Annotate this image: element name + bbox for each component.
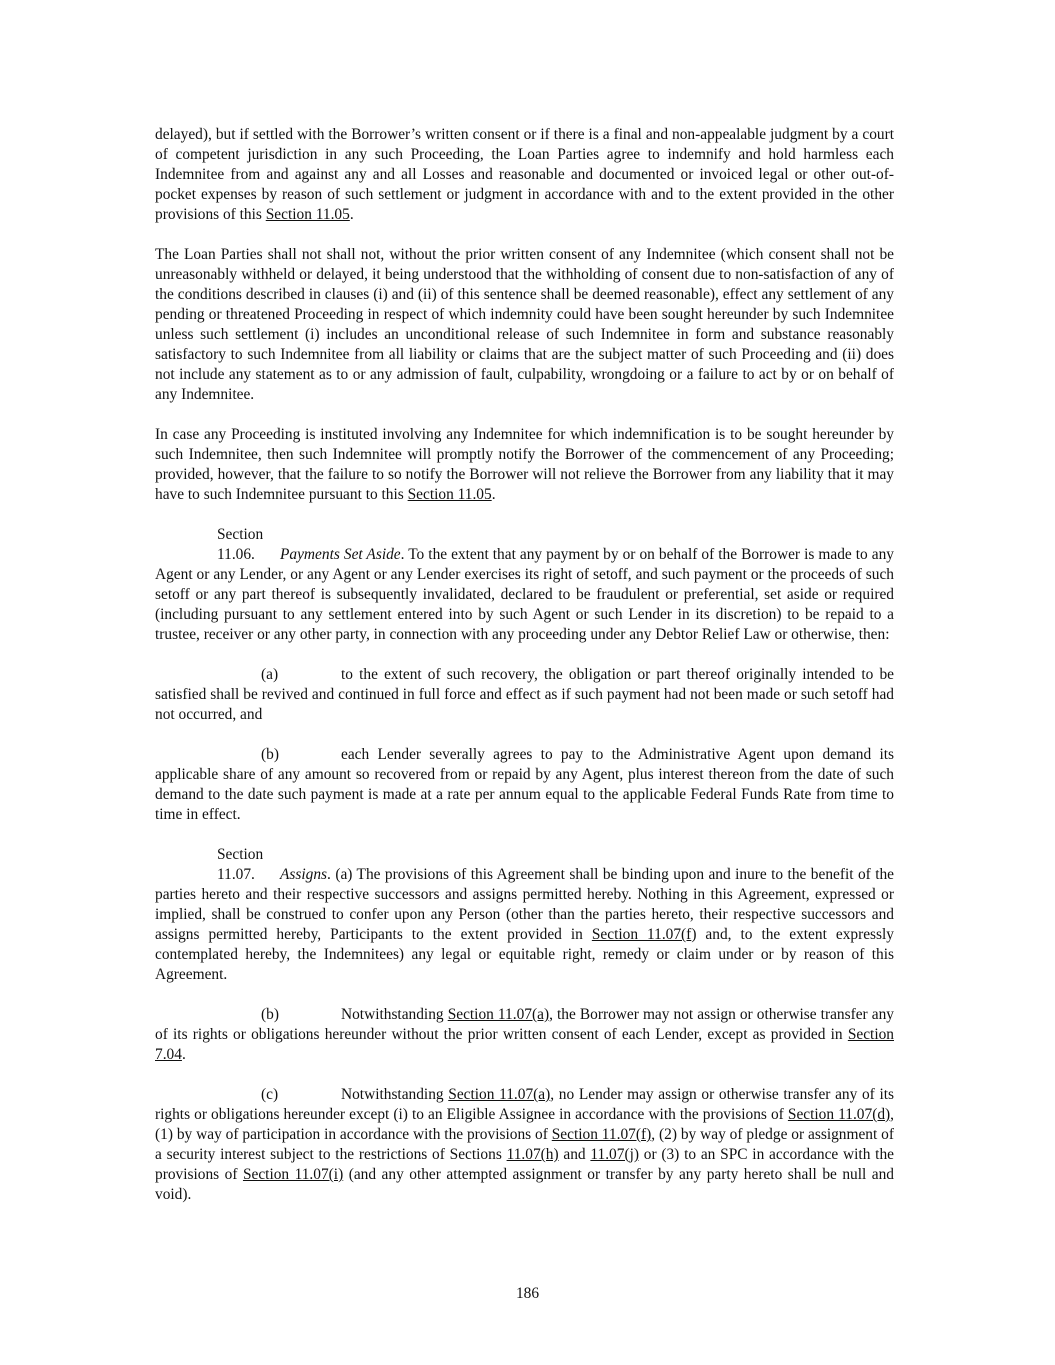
section-reference-link[interactable]: Section 11.07(a) <box>447 1006 550 1023</box>
text-run: Notwithstanding <box>341 1086 449 1103</box>
text-run: (and any other attempted assignment or transfer by any party hereto shall be null and void). <box>155 1166 894 1203</box>
text-run: . (a) The provisions of this Agreement shall be binding upon and inure to the benefit of the parties hereto and their respective successors and assigns permitted hereby. Nothing in this Agreement, expressed or implied, shall be construed to confer upon any Person (other than the parties hereto, their respective successors and assigns permitted hereby, Participants to the extent provided in <box>155 866 894 943</box>
section-reference-link[interactable]: 11.07(j) <box>590 1146 639 1163</box>
paragraph <box>155 1005 894 1065</box>
page-number: 186 <box>515 1285 540 1302</box>
text-run: . <box>181 1046 186 1063</box>
paragraph <box>155 125 894 225</box>
text-run: Notwithstanding <box>341 1006 448 1023</box>
section-reference-link[interactable]: 11.07(h) <box>506 1146 559 1163</box>
paragraph <box>155 425 894 505</box>
text-run: , the Borrower may not assign or otherwise transfer any of its rights or obligations hereunder without the prior written consent of each Lender, except as provided in <box>155 1006 894 1043</box>
text-run: . To the extent that any payment by or on behalf of the Borrower is made to any Agent or any Lender, or any Agent or any Lender exercises its right of setoff, and such payment or the proceeds of such setoff or any part thereof is subsequently invalidated, declared to be fraudulent or preferential, set aside or required (including pursuant to any settlement entered into by such Agent or such Lender in its discretion) to be repaid to a trustee, receiver or any other party, in connection with any proceeding under any Debtor Relief Law or otherwise, then: <box>155 546 894 643</box>
text-run: , no Lender may assign or otherwise transfer any of its rights or obligations hereunder except (i) to an Eligible Assignee in accordance with the provisions of <box>155 1086 895 1123</box>
section-reference-link[interactable]: Section 11.05 <box>265 206 350 223</box>
paragraph <box>155 665 894 725</box>
text-run: , (1) by way of participation in accordance with the provisions of <box>155 1106 894 1143</box>
clause-label: (b) <box>261 1006 279 1023</box>
text-run: and <box>558 1146 591 1163</box>
clause-label: (c) <box>261 1086 279 1103</box>
section-reference-link[interactable]: Section 11.07(f <box>591 926 692 943</box>
text-run: , (2) by way of pledge or assignment of a security interest subject to the restrictions of Sections <box>155 1126 894 1163</box>
section-reference-link[interactable]: Section 11.07(d) <box>787 1106 891 1123</box>
paragraph <box>155 1085 894 1205</box>
document-body <box>155 125 894 1225</box>
clause-label: (a) <box>261 666 279 683</box>
section-heading: Assigns <box>280 866 328 883</box>
text-run: or (3) to an SPC in accordance with the provisions of <box>155 1146 894 1183</box>
text-run: . <box>491 486 496 503</box>
text-run: . <box>349 206 354 223</box>
text-run: The Loan Parties shall not shall not, without the prior written consent of any Indemnitee (which consent shall not be unreasonably withheld or delayed, it being understood that the withholding of consent due to non-satisfaction of any of the conditions described in clauses (i) and (ii) of this sentence shall be deemed reasonable), effect any settlement of any pending or threatened Proceeding in respect of which indemnity could have been sought hereunder by such Indemnitee unless such settlement (i) includes an unconditional release of such Indemnitee in form and substance reasonably satisfactory to such Indemnitee from all liability or claims that are the subject matter of such Proceeding and (ii) does not include any statement as to or any admission of fault, culpability, wrongdoing or a failure to act by or on behalf of any Indemnitee. <box>155 246 894 403</box>
section-heading: Payments Set Aside <box>280 546 401 563</box>
section-reference-link[interactable]: Section 11.07(i) <box>242 1166 344 1183</box>
text-run: In case any Proceeding is instituted involving any Indemnitee for which indemnification is to be sought hereunder by such Indemnitee, then such Indemnitee will promptly notify the Borrower of the commencement of any Proceeding; provided, however, that the failure to so notify the Borrower will not relieve the Borrower from any liability that it may have to such Indemnitee pursuant to this <box>155 426 894 503</box>
text-run: each Lender severally agrees to pay to the Administrative Agent upon demand its applicable share of any amount so recovered from or repaid by any Agent, plus interest thereon from the date of such demand to the date such payment is made at a rate per annum equal to the applicable Federal Funds Rate from time to time in effect. <box>155 746 894 823</box>
paragraph <box>155 245 894 405</box>
section-reference-link[interactable]: Section 7.04 <box>155 1026 894 1063</box>
text-run: to the extent of such recovery, the obligation or part thereof originally intended to be satisfied shall be revived and continued in full force and effect as if such payment had not been made or such setoff had not occurred, and <box>155 666 894 723</box>
clause-label: (b) <box>261 746 279 763</box>
paragraph <box>155 745 894 825</box>
text-run: ) and, to the extent expressly contemplated hereby, the Indemnitees) any legal or equitable right, remedy or claim under or by reason of this Agreement. <box>155 926 894 983</box>
paragraph <box>155 525 894 645</box>
clause-label: Section 11.07. <box>217 846 264 883</box>
section-reference-link[interactable]: Section 11.07(f) <box>551 1126 652 1143</box>
paragraph <box>155 845 894 985</box>
section-reference-link[interactable]: Section 11.07(a) <box>448 1086 551 1103</box>
section-reference-link[interactable]: Section 11.05 <box>407 486 492 503</box>
clause-label: Section 11.06. <box>217 526 264 563</box>
text-run: delayed), but if settled with the Borrower’s written consent or if there is a final and non-appealable judgment by a court of competent jurisdiction in any such Proceeding, the Loan Parties agree to indemnify and hold harmless each Indemnitee from and against any and all Losses and reasonable and documented or invoiced legal or other out-of-pocket expenses by reason of such settlement or judgment in accordance with and to the extent provided in the other provisions of this <box>155 126 894 223</box>
